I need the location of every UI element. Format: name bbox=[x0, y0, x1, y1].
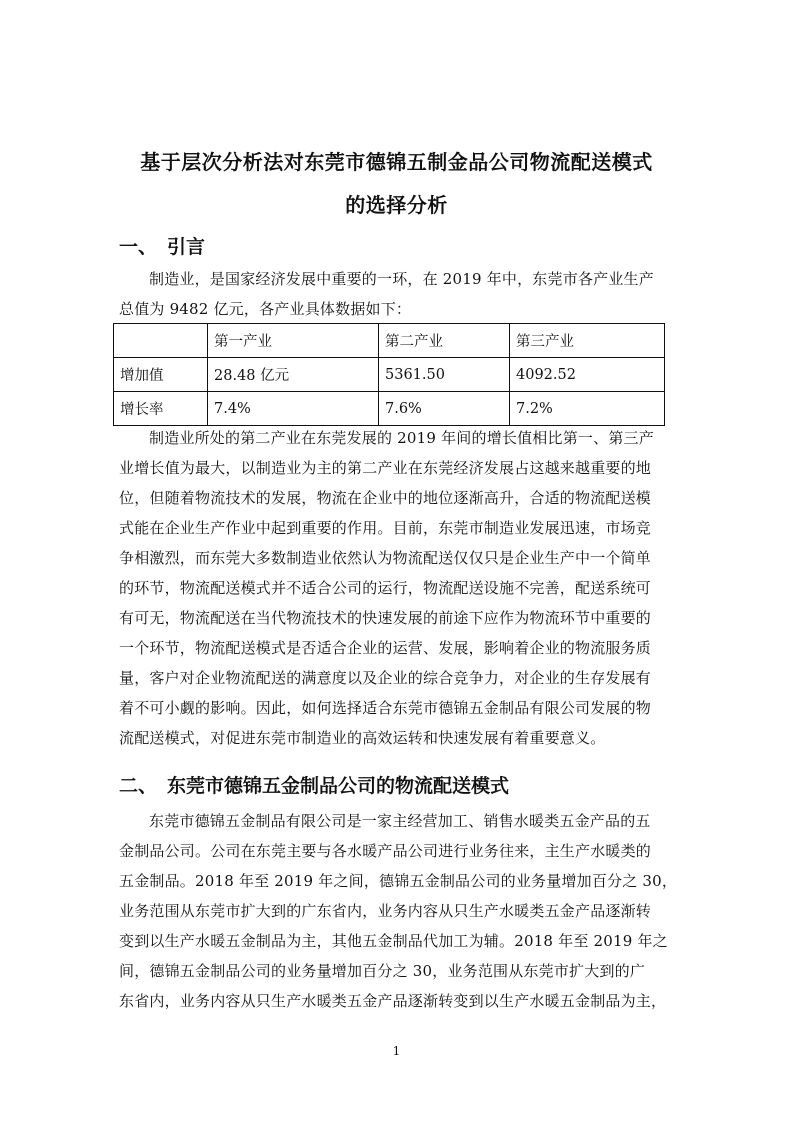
table-cell: 7.2% bbox=[510, 392, 665, 426]
section-1-heading bbox=[119, 232, 205, 259]
paragraph-line: 业增长值为最大，以制造业为主的第二产业在东莞经济发展占这越来越重要的地 bbox=[119, 459, 652, 477]
section-2-number: 二、 bbox=[119, 775, 158, 797]
paragraph-line: 争相激烈，而东莞大多数制造业依然认为物流配送仅仅只是企业生产中一个简单 bbox=[119, 549, 652, 567]
paragraph-line: 变到以生产水暖五金制品为主，其他五金制品代加工为辅。2018 年至 2019 年之 bbox=[119, 932, 668, 950]
industry-data-table bbox=[113, 323, 665, 426]
table-cell: 4092.52 bbox=[510, 358, 665, 392]
table-cell: 5361.50 bbox=[379, 358, 510, 392]
section-1-body-paragraph bbox=[119, 423, 675, 753]
paragraph-line: 流配送模式，对促进东莞市制造业的高效运转和快速发展有着重要意义。 bbox=[119, 729, 606, 747]
section-2-body-paragraph bbox=[119, 806, 678, 1016]
section-1-title: 引言 bbox=[167, 236, 206, 258]
table-header-cell bbox=[114, 324, 208, 358]
paragraph-line: 位，但随着物流技术的发展，物流在企业中的地位逐渐高升，合适的物流配送模 bbox=[119, 489, 652, 507]
paragraph-line: 有可无，物流配送在当代物流技术的快速发展的前途下应作为物流环节中重要的 bbox=[119, 609, 652, 627]
paragraph-line: 总值为 9482 亿元，各产业具体数据如下： bbox=[119, 300, 412, 318]
paragraph-line: 五金制品。2018 年至 2019 年之间，德锦五金制品公司的业务量增加百分之 30， bbox=[119, 872, 678, 890]
paragraph-line: 金制品公司。公司在东莞主要与各水暖产品公司进行业务往来，主生产水暖类的 bbox=[119, 842, 652, 860]
table-cell: 7.6% bbox=[379, 392, 510, 426]
paragraph-line: 的环节，物流配送模式并不适合公司的运行，物流配送设施不完善，配送系统可 bbox=[119, 579, 652, 597]
paragraph-line: 量，客户对企业物流配送的满意度以及企业的综合竞争力，对企业的生存发展有 bbox=[119, 669, 652, 687]
paragraph-line: 东莞市德锦五金制品有限公司是一家主经营加工、销售水暖类五金产品的五 bbox=[149, 812, 651, 830]
table-row bbox=[114, 358, 665, 392]
page-number: 1 bbox=[392, 1044, 401, 1058]
table-cell: 28.48 亿元 bbox=[208, 358, 379, 392]
table-row bbox=[114, 392, 665, 426]
section-2-heading bbox=[119, 771, 509, 798]
section-2-title: 东莞市德锦五金制品公司的物流配送模式 bbox=[167, 775, 510, 797]
paragraph-line: 制造业，是国家经济发展中重要的一环，在 2019 年中，东莞市各产业生产 bbox=[149, 270, 654, 288]
paragraph-line: 一个环节，物流配送模式是否适合企业的运营、发展，影响着企业的物流服务质 bbox=[119, 639, 652, 657]
table-cell: 7.4% bbox=[208, 392, 379, 426]
intro-paragraph bbox=[119, 264, 675, 324]
paragraph-line: 东省内，业务内容从只生产水暖类五金产品逐渐转变到以生产水暖五金制品为主， bbox=[119, 992, 667, 1010]
table-header-row bbox=[114, 324, 665, 358]
table-header-cell: 第二产业 bbox=[379, 324, 510, 358]
table-cell: 增长率 bbox=[114, 392, 208, 426]
paragraph-line: 业务范围从东莞市扩大到的广东省内，业务内容从只生产水暖类五金产品逐渐转 bbox=[119, 902, 652, 920]
paragraph-line: 式能在企业生产作业中起到重要的作用。目前，东莞市制造业发展迅速，市场竞 bbox=[119, 519, 652, 537]
section-1-number: 一、 bbox=[119, 236, 158, 258]
table-header-cell: 第一产业 bbox=[208, 324, 379, 358]
table-header-cell: 第三产业 bbox=[510, 324, 665, 358]
paragraph-line: 间，德锦五金制品公司的业务量增加百分之 30，业务范围从东莞市扩大到的广 bbox=[119, 962, 646, 980]
paragraph-line: 着不可小觑的影响。因此，如何选择适合东莞市德锦五金制品有限公司发展的物 bbox=[119, 699, 652, 717]
paragraph-line: 制造业所处的第二产业在东莞发展的 2019 年间的增长值相比第一、第三产 bbox=[149, 429, 654, 447]
document-title-line-2: 的选择分析 bbox=[345, 193, 448, 217]
table-cell: 增加值 bbox=[114, 358, 208, 392]
document-title-line-1: 基于层次分析法对东莞市德锦五制金品公司物流配送模式 bbox=[140, 150, 653, 174]
